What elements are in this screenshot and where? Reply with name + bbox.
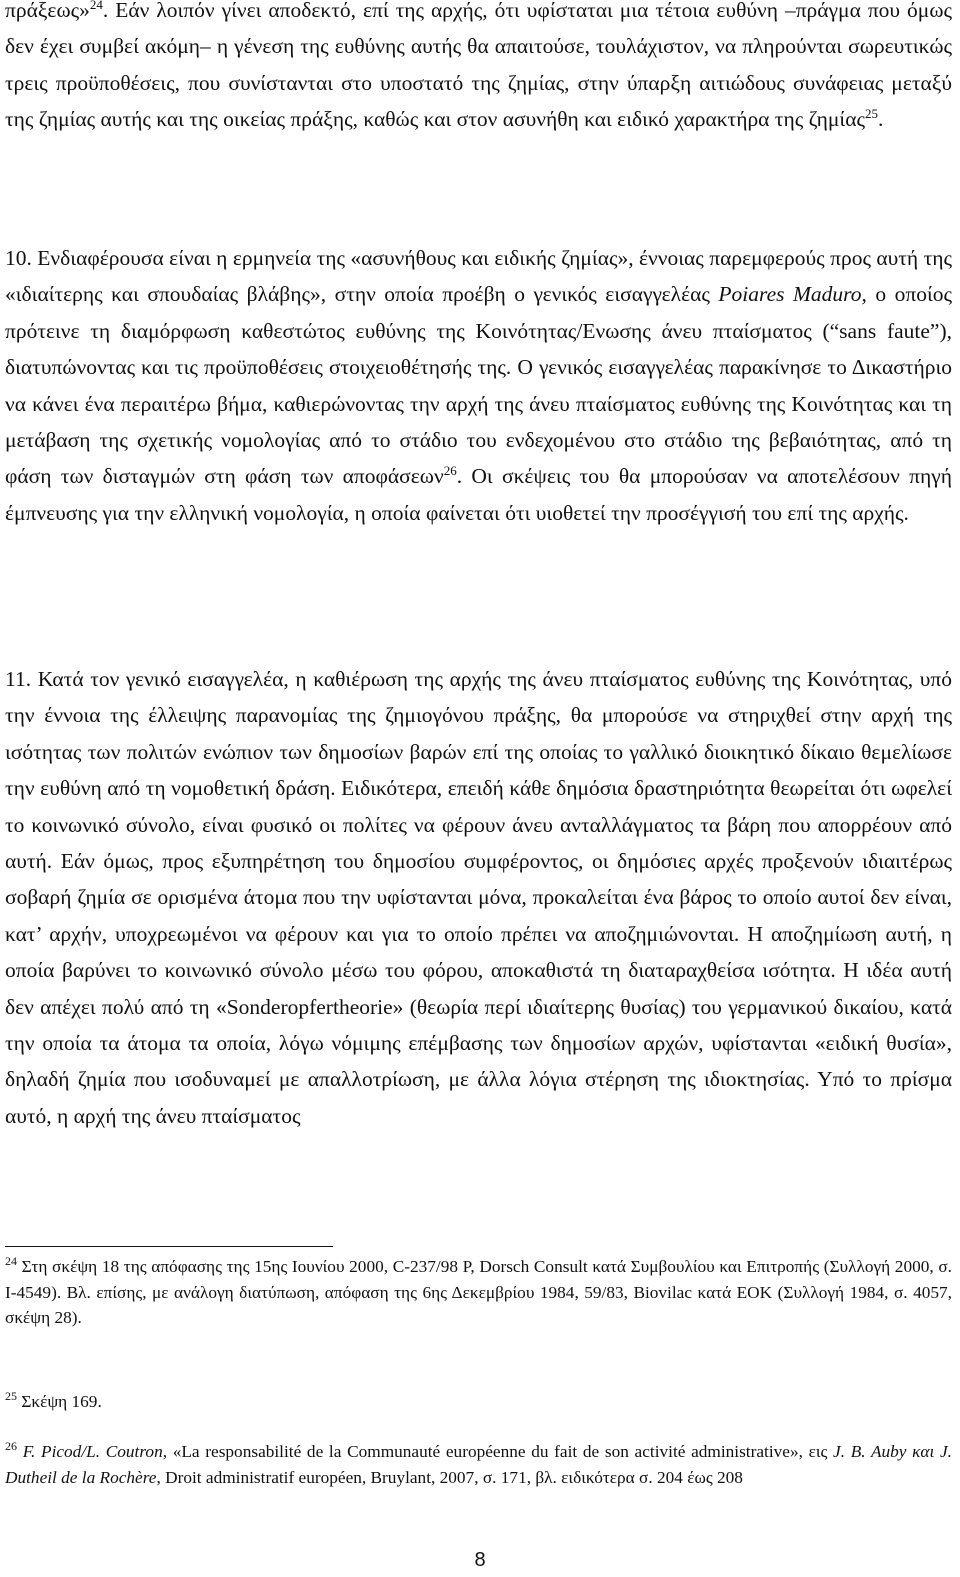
- footnote-ref-25[interactable]: 25: [864, 106, 878, 122]
- footnote-authors: F. Picod/L. Coutron: [22, 1442, 163, 1461]
- paragraph-10: [5, 240, 952, 531]
- footnote-text: , Droit administratif européen, Bruylant, 2007, σ. 171, βλ. ειδικότερα σ. 204 έως 208: [156, 1467, 743, 1487]
- paragraph-text: . Εάν λοιπόν γίνει αποδεκτό, επί της αρχής, ότι υφίσταται μια τέτοια ευθύνη –πράγμα που όμως δεν έχει συμβεί ακόμη– η γένεση της ευθύνης αυτής θα απαιτούσε, τουλάχιστον, να πληρούνται σωρευτικώς τρεις προϋποθέσεις, που συνίστανται στο υποστατό της ζημίας, στην ύπαρξη αιτιώδους συνάφειας μεταξύ της ζημίας αυτής και της οικείας πράξης, καθώς και στον ασυνήθη και ειδικό χαρακτήρα της ζημίας: [5, 0, 952, 132]
- paragraph-text: , ο οποίος πρότεινε τη διαμόρφωση καθεστώτος ευθύνης της Κοινότητας/Ενωσης άνευ πταίσματος (“sans faute”), διατυπώνοντας και τις προϋποθέσεις στοιχειοθέτησής της. Ο γενικός εισαγγελέας παρακίνησε το Δικαστήριο να κάνει ένα περαιτέρω βήμα, καθιερώνοντας την αρχή της άνευ πταίσματος ευθύνης της Κοινότητας και τη μετάβαση της σχετικής νομολογίας από το στάδιο του ενδεχομένου στο στάδιο της βεβαιότητας, από τη φάση των δισταγμών στη φάση των αποφάσεων: [5, 282, 953, 489]
- paragraph-text: 10. Ενδιαφέρουσα είναι η ερμηνεία της «ασυνήθους και ειδικής ζημίας», έννοιας παρεμφερούς προς αυτή της «ιδιαίτερης και σπουδαίας βλάβης», στην οποία προέβη ο γενικός εισαγγελέας: [5, 246, 952, 307]
- footnote-24: [5, 1254, 952, 1331]
- footnote-number: 25: [5, 1389, 17, 1404]
- footnote-text: Στη σκέψη 18 της απόφασης της 15ης Ιουνίου 2000, C-237/98 P, Dorsch Consult κατά Συμβουλίου και Επιτροπής (Συλλογή 2000, σ. I-4549). Βλ. επίσης, με ανάλογη διατύπωση, απόφαση της 6ης Δεκεμβρίου 1984, 59/83, Biovilac κατά ΕΟΚ (Συλλογή 1984, σ. 4057, σκέψη 28).: [5, 1257, 952, 1327]
- paragraph-text: . Οι σκέψεις του θα μπορούσαν να αποτελέσουν πηγή έμπνευσης για την ελληνική νομολογία, η οποία φαίνεται ότι υιοθετεί την προσέγγισή του επί της αρχής.: [5, 464, 952, 525]
- footnote-number: 24: [5, 1254, 17, 1269]
- footnote-ref-24[interactable]: 24: [89, 0, 103, 12]
- footnote-text: Σκέψη 169.: [17, 1392, 102, 1411]
- paragraph-continuation: [5, 0, 952, 138]
- footnote-number: 26: [5, 1439, 17, 1454]
- footnote-ref-26[interactable]: 26: [443, 463, 457, 479]
- footnote-25: [5, 1389, 952, 1415]
- paragraph-lead-text: πράξεως»: [5, 0, 90, 22]
- footnote-26: [5, 1439, 952, 1490]
- paragraph-text: 11. Κατά τον γενικό εισαγγελέα, η καθιέρωση της αρχής της άνευ πταίσματος ευθύνης της Κοινότητας, υπό την έννοια της έλλειψης παρανομίας της ζημιογόνου πράξης, θα μπορούσε να στηριχθεί στην αρχή της ισότητας των πολιτών ενώπιον των δημοσίων βαρών επί της οποίας το γαλλικό διοικητικό δίκαιο θεμελίωσε την ευθύνη από τη νομοθετική δράση. Ειδικότερα, επειδή κάθε δημόσια δραστηριότητα θεωρείται ότι ωφελεί το κοινωνικό σύνολο, είναι φυσικό οι πολίτες να φέρουν άνευ ανταλλάγματος τα βάρη που απορρέουν από αυτή. Εάν όμως, προς εξυπηρέτηση του δημοσίου συμφέροντος, οι δημόσιες αρχές προξενούν ιδιαιτέρως σοβαρή ζημία σε ορισμένα άτομα που την υφίστανται μόνα, προκαλείται ένα βάρος το οποίο αυτοί δεν είναι, κατ’ αρχήν, υποχρεωμένοι να φέρουν και για το οποίο πρέπει να αποζημιώνονται. Η αποζημίωση αυτή, η οποία βαρύνει το κοινωνικό σύνολο μέσω του φόρου, αποκαθιστά τη διαταραχθείσα ισότητα. Η ιδέα αυτή δεν απέχει πολύ από τη «Sonderopfertheorie» (θεωρία περί ιδιαίτερης θυσίας) του γερμανικού δικαίου, κατά την οποία τα άτομα τα οποία, λόγω νόμιμης επέμβασης των δημοσίων αρχών, υφίστανται «ειδική θυσία», δηλαδή ζημία που ισοδυναμεί με απαλλοτρίωση, με άλλα λόγια στέρηση της ιδιοκτησίας. Υπό το πρίσμα αυτό, η αρχή της άνευ πταίσματος: [5, 667, 952, 1128]
- paragraph-11: [5, 661, 952, 1134]
- italic-name: Poiares Maduro: [718, 282, 862, 307]
- paragraph-tail: .: [877, 107, 884, 132]
- page-number: 8: [474, 1549, 486, 1571]
- footnote-separator: [5, 1246, 333, 1247]
- footnote-text: , «La responsabilité de la Communauté européenne du fait de son activité administrative», εις: [162, 1442, 834, 1461]
- footnote-editors: J. B. Auby και J. Dutheil de la Rochère: [5, 1442, 952, 1487]
